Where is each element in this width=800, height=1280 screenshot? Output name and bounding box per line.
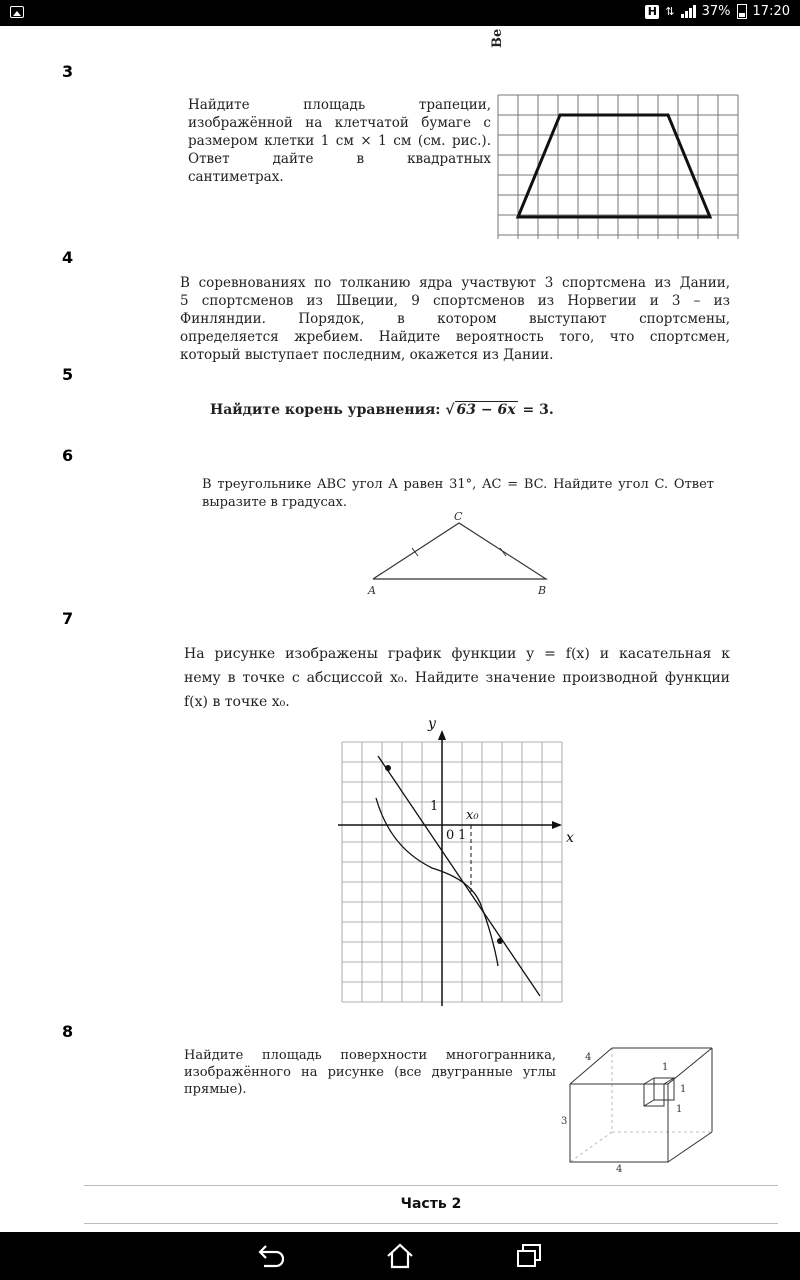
status-bar [0,0,800,26]
data-arrows-icon: ⇅ [665,5,675,18]
radicand: 63 − 6x [456,402,516,418]
vertex-label-b: B [538,584,547,597]
text-line: сантиметрах. [188,169,284,185]
problem-7-text [184,642,730,714]
x0-label: x₀ [466,808,479,823]
visible-edges [570,1048,712,1162]
text-line: который выступает последним, окажется из Дании. [180,347,554,363]
text-line: В соревнованиях по толканию ядра участвуют 3 спортсмена из Дании, [180,275,730,291]
part-heading: Часть 2 [400,1196,462,1212]
problem-number: 5 [62,365,74,384]
text-line: изображённой на клетчатой бумаге с [188,115,491,131]
text-line: Ответ дайте в квадратных [188,151,491,167]
signal-icon [681,5,696,18]
axis-label-y: y [428,716,436,732]
text-line: Найдите площадь поверхности многогранника, [184,1048,556,1063]
recents-icon[interactable] [514,1242,544,1270]
axis-label-x: x [566,830,574,846]
triangle [373,523,546,579]
problem-4-text [180,274,730,364]
network-badge: H [645,5,659,19]
function-graph-figure [330,708,590,1008]
problem-number: 6 [62,446,74,465]
battery-icon [737,4,747,19]
cropped-header: Ве [490,28,505,48]
clock: 17:20 [752,4,790,19]
edge-label-top: 4 [585,1052,592,1063]
problem-number: 3 [62,62,74,81]
cut-label-bottom: 1 [676,1104,683,1115]
origin-label: 0 [446,828,455,843]
cut-label-right: 1 [680,1084,687,1095]
text-line: На рисунке изображены график функции y = f(x) и касательная к [184,646,730,662]
y-axis-arrow [438,730,446,740]
trapezoid [518,115,710,217]
battery-percent: 37% [701,4,731,19]
equation-rhs: = 3. [522,402,554,418]
text-line: прямые). [184,1082,247,1097]
grid-lines [342,742,562,1002]
navigation-bar [0,1232,800,1280]
text-line: нему в точке с абсциссой x₀. Найдите значение производной функции [184,670,730,686]
back-icon[interactable] [256,1242,286,1270]
text-line: Найдите площадь трапеции, [188,97,491,113]
cut-label-top: 1 [662,1062,669,1073]
tick-mark [412,548,418,556]
text-line: выразите в градусах. [202,495,347,510]
problem-5-text [210,401,610,419]
problem-number: 4 [62,248,74,267]
problem-6-text [202,476,714,512]
text-line: определяется жребием. Найдите вероятность того, что спортсмен, [180,329,730,345]
tangent-point [385,765,391,771]
text-line: размером клетки 1 см × 1 см (см. рис.). [188,133,491,149]
tangent-point [497,938,503,944]
x-axis-arrow [552,821,562,829]
polyhedron-figure [556,1044,720,1176]
problem-3-text [188,96,491,186]
text-line: f(x) в точке x₀. [184,694,290,710]
problem-number: 7 [62,609,74,628]
text-line: 5 спортсменов из Швеции, 9 спортсменов из Норвегии и 3 – из [180,293,730,309]
vertex-label-a: A [368,584,376,597]
unit-label-x: 1 [458,828,467,843]
home-icon[interactable] [385,1242,415,1270]
vertex-label-c: C [454,510,463,523]
equation-prompt: Найдите корень уравнения: [210,402,441,418]
sqrt-symbol: √ [445,402,455,418]
text-line: В треугольнике ABC угол A равен 31°, AC = BC. Найдите угол C. Ответ [202,477,714,492]
text-line: Финляндии. Порядок, в котором выступают спортсмены, [180,311,730,327]
edge-label-bottom: 4 [616,1164,623,1175]
edge-label-left: 3 [561,1116,568,1127]
unit-label-y: 1 [430,799,439,814]
triangle-figure [360,508,560,598]
problem-8-text [184,1047,556,1098]
divider-bottom [84,1223,778,1224]
trapezoid-grid-figure [497,94,739,240]
problem-number: 8 [62,1022,74,1041]
divider-top [84,1185,778,1186]
text-line: изображённого на рисунке (все двугранные углы [184,1065,556,1080]
image-notification-icon [10,6,24,18]
